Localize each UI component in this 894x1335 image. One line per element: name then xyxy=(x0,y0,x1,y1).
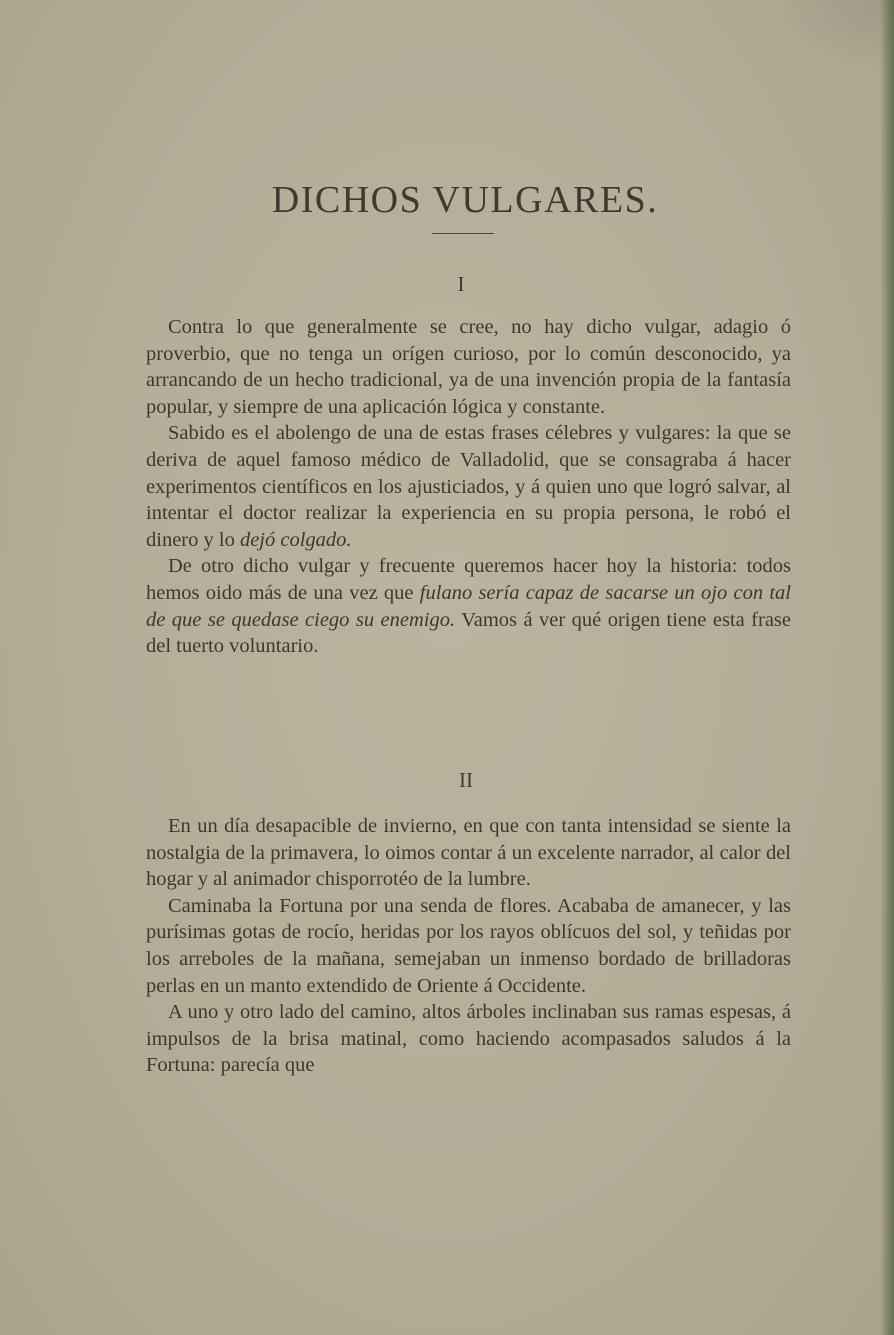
paragraph: De otro dicho vulgar y frecuente queremos hacer hoy la historia: todos hemos oido más de una vez que fulano sería capaz de sacarse un ojo con tal de que se quedase ciego su enemigo. Vamos á ver qué origen tiene esta frase del tuerto voluntario. xyxy=(146,555,792,658)
paragraph: A uno y otro lado del camino, altos árboles inclinaban sus ramas espesas, á impulsos de la brisa matinal, como haciendo acompasados saludos á la Fortuna: parecía que xyxy=(146,1001,791,1077)
title-rule xyxy=(432,233,494,234)
page-stain xyxy=(764,0,894,70)
section-number-2: II xyxy=(459,768,473,792)
section-1-body xyxy=(146,314,791,660)
section-number-1: I xyxy=(457,272,465,296)
paragraph: Contra lo que generalmente se cree, no hay dicho vulgar, adagio ó proverbio, que no tenga un orígen curioso, por lo común desconocido, ya arrancando de un hecho tradicional, ya de una invención propia de la fantasía popular, y siempre de una aplicación lógica y constante. xyxy=(146,316,791,418)
section-2-body xyxy=(146,813,791,1079)
paragraph: Sabido es el abolengo de una de estas frases célebres y vulgares: la que se deriva de aquel famoso médico de Valladolid, que se consagraba á hacer experimentos científicos en los ajusticiados, y á quien uno que logró salvar, al intentar el doctor realizar la experiencia en su propia persona, le robó el dinero y lo dejó colgado. xyxy=(146,422,791,551)
chapter-title: DICHOS VULGARES. xyxy=(271,179,659,221)
paragraph: Caminaba la Fortuna por una senda de flores. Acababa de amanecer, y las purísimas gotas de rocío, heridas por los rayos oblícuos del sol, y teñidas por los arreboles de la mañana, semejaban un inmenso bordado de brilladoras perlas en un manto extendido de Oriente á Occidente. xyxy=(146,894,791,997)
paragraph: En un día desapacible de invierno, en que con tanta intensidad se siente la nostalgia de la primavera, lo oimos contar á un excelente narrador, al calor del hogar y al animador chisporrotéo de la lumbre. xyxy=(146,815,791,891)
